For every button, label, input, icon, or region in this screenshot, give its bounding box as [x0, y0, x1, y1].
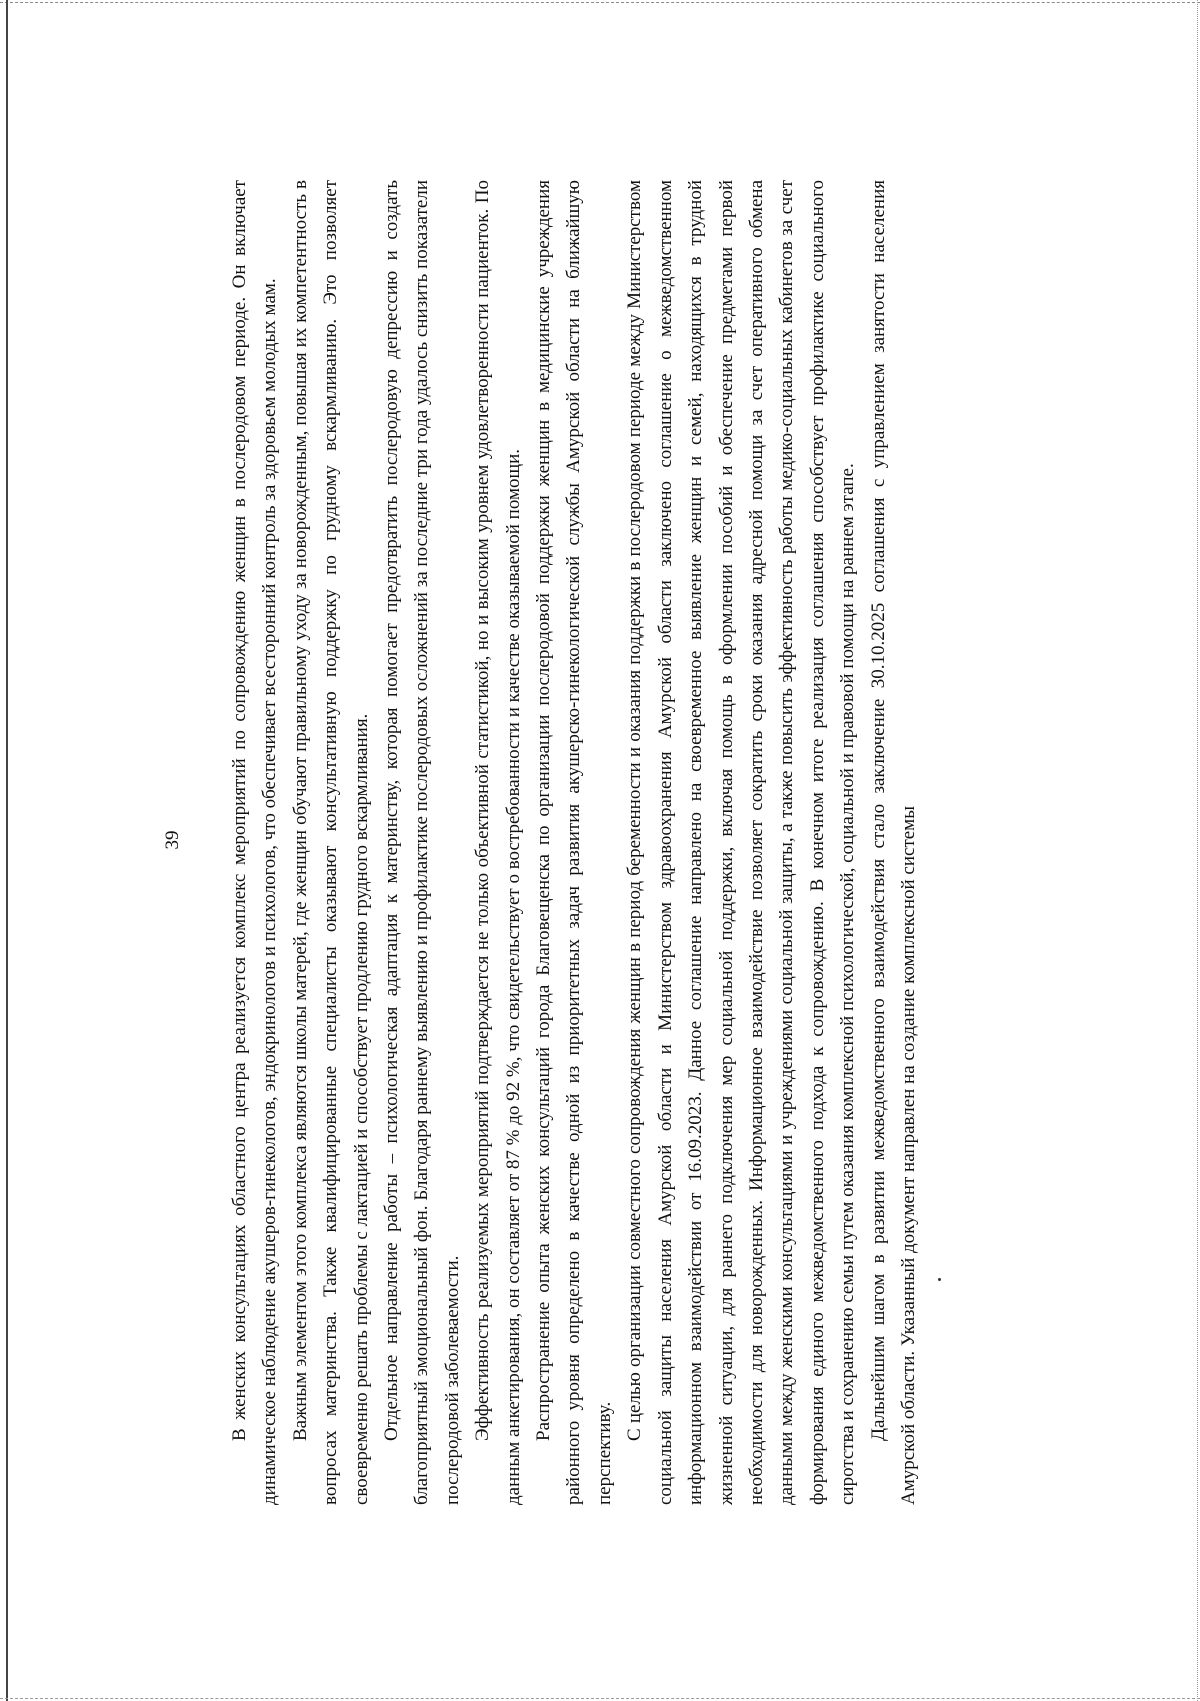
paragraph-1: В женских консультациях областного центра реализуется комплекс мероприятий по сопровождению женщин в послеродовом периоде. Он включает динамическое наблюдение акушеров-гинекологов, эндокринологов и психологов, что обеспечивает всесторонний контроль за здоровьем молодых мам.	[229, 180, 281, 1505]
page-number: 39	[162, 830, 183, 850]
scan-edge-top	[0, 2, 1200, 3]
paragraph-5: Распространение опыта женских консультаций города Благовещенска по организации послеродовой поддержки женщин в медицинские учреждения районного уровня определено в качестве одной из приоритетных задач развития акушерско-гинекологической службы Амурской области на ближайшую перспективу.	[533, 180, 615, 1505]
body-text	[225, 180, 924, 1505]
rotated-page-content	[140, 90, 1060, 1590]
paragraph-2: Важным элементом этого комплекса являются школы матерей, где женщин обучают правильному уходу за новорожденным, повышая их компетентность в вопросах материнства. Также квалифицированные специалисты оказывают консультативную поддержку по грудному вскармливанию. Это позволяет своевременно решать проблемы с лактацией и способствует продлению грудного вскармливания.	[289, 180, 372, 1505]
scan-edge-right	[1197, 0, 1198, 1701]
scan-edge-bottom	[0, 1698, 1200, 1699]
paragraph-7: Дальнейшим шагом в развитии межведомственного взаимодействия стало заключение 30.10.2025 соглашения с управлением занятости населения Амурской области. Указанный документ направлен на создание комплексной системы	[867, 180, 919, 1505]
scan-edge-left	[6, 0, 8, 1701]
paragraph-3: Отдельное направление работы – психологическая адаптация к материнству, которая помогает предотвратить послеродовую депрессию и создать благоприятный эмоциональный фон. Благодаря раннему выявлению и профилактике послеродовых осложнений за последние три года удалось снизить показатели послеродовой заболеваемости.	[381, 180, 463, 1505]
paragraph-4: Эффективность реализуемых мероприятий подтверждается не только объективной статистикой, но и высоким уровнем удовлетворенности пациенток. По данным анкетирования, он составляет от 87 % до 92 %, что свидетельствует о востребованности и качестве оказываемой помощи.	[472, 180, 524, 1505]
paragraph-6: С целью организации совместного сопровождения женщин в период беременности и оказания поддержки в послеродовом периоде между Министерством социальной защиты населения Амурской области и Министерством здравоохранения Амурской области заключено соглашение о межведомственном информационном взаимодействии от 16.09.2023. Данное соглашение направлено на своевременное выявление женщин и семей, находящихся в трудной жизненной ситуации, для раннего подключения мер социальной поддержки, включая помощь в оформлении пособий и обеспечение предметами первой необходимости для новорожденных. Информационное взаимодействие позволяет сократить сроки оказания адресной помощи за счет оперативного обмена данными между женскими консультациями и учреждениями социальной защиты, а также повысить эффективность работы медико-социальных кабинетов за счет формирования единого межведомственного подхода к сопровождению. В конечном итоге реализация соглашения способствует профилактике социального сиротства и сохранению семьи путем оказания комплексной психологической, социальной и правовой помощи на раннем этапе.	[624, 180, 859, 1505]
